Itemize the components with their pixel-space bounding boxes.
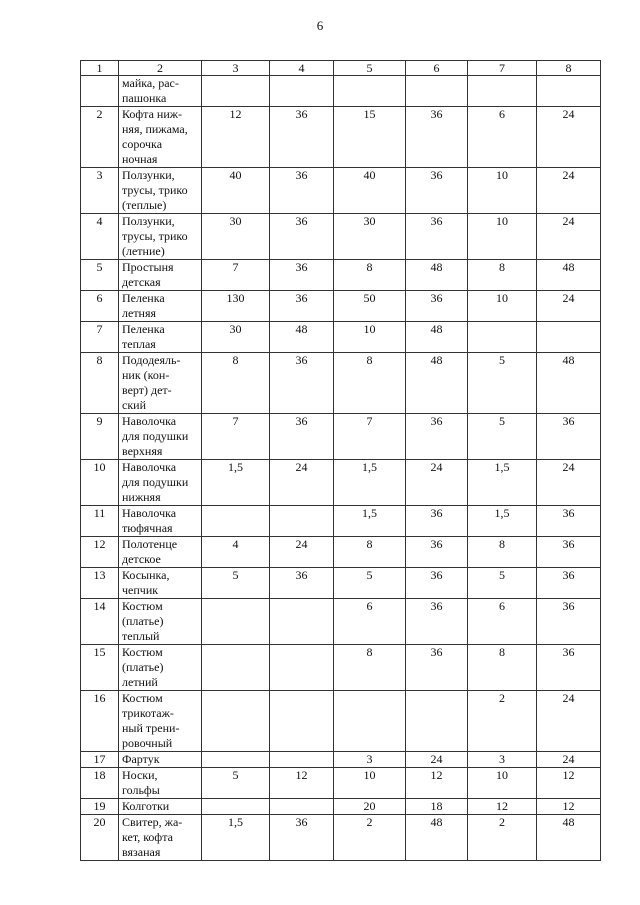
value-cell: 8 <box>334 353 406 414</box>
value-cell: 36 <box>406 107 468 168</box>
item-name: Наволочка тюфячная <box>119 506 202 537</box>
row-number: 6 <box>81 291 119 322</box>
value-cell: 30 <box>202 214 270 260</box>
item-name: Носки, гольфы <box>119 768 202 799</box>
value-cell <box>334 76 406 107</box>
table-row <box>81 691 601 752</box>
value-cell: 36 <box>270 815 334 861</box>
row-number: 20 <box>81 815 119 861</box>
value-cell: 10 <box>334 768 406 799</box>
item-name: Костюм трикотаж- ный трени- ровочный <box>119 691 202 752</box>
row-number: 8 <box>81 353 119 414</box>
value-cell: 36 <box>270 260 334 291</box>
row-number: 4 <box>81 214 119 260</box>
column-header: 6 <box>406 61 468 76</box>
row-number: 17 <box>81 752 119 768</box>
column-header: 2 <box>119 61 202 76</box>
row-number: 5 <box>81 260 119 291</box>
value-cell: 15 <box>334 107 406 168</box>
value-cell <box>202 752 270 768</box>
value-cell: 24 <box>537 291 601 322</box>
column-header: 7 <box>468 61 537 76</box>
row-number: 12 <box>81 537 119 568</box>
value-cell: 1,5 <box>202 815 270 861</box>
value-cell <box>270 76 334 107</box>
value-cell: 40 <box>202 168 270 214</box>
table-row <box>81 414 601 460</box>
column-header: 8 <box>537 61 601 76</box>
row-number: 16 <box>81 691 119 752</box>
value-cell: 7 <box>202 260 270 291</box>
value-cell: 1,5 <box>468 460 537 506</box>
item-name: Полотенце детское <box>119 537 202 568</box>
item-name: Пододеяль- ник (кон- верт) дет- ский <box>119 353 202 414</box>
value-cell: 36 <box>406 506 468 537</box>
value-cell: 8 <box>334 645 406 691</box>
table-row <box>81 799 601 815</box>
table-row <box>81 768 601 799</box>
value-cell: 36 <box>537 645 601 691</box>
value-cell: 36 <box>270 214 334 260</box>
value-cell <box>270 599 334 645</box>
row-number: 11 <box>81 506 119 537</box>
value-cell: 24 <box>406 460 468 506</box>
table-row <box>81 322 601 353</box>
value-cell <box>202 645 270 691</box>
item-name: Костюм (платье) летний <box>119 645 202 691</box>
value-cell: 36 <box>406 414 468 460</box>
value-cell <box>406 76 468 107</box>
row-number: 14 <box>81 599 119 645</box>
value-cell <box>270 645 334 691</box>
value-cell: 36 <box>406 291 468 322</box>
value-cell: 10 <box>334 322 406 353</box>
value-cell <box>270 752 334 768</box>
value-cell: 24 <box>406 752 468 768</box>
value-cell: 24 <box>537 168 601 214</box>
item-name: Пеленка летняя <box>119 291 202 322</box>
value-cell <box>270 506 334 537</box>
value-cell: 48 <box>537 353 601 414</box>
value-cell: 12 <box>537 799 601 815</box>
value-cell: 12 <box>202 107 270 168</box>
value-cell: 40 <box>334 168 406 214</box>
table-row <box>81 537 601 568</box>
value-cell: 7 <box>334 414 406 460</box>
value-cell: 2 <box>468 691 537 752</box>
item-name: Наволочка для подушки нижняя <box>119 460 202 506</box>
value-cell: 30 <box>202 322 270 353</box>
value-cell: 130 <box>202 291 270 322</box>
item-name: Фартук <box>119 752 202 768</box>
value-cell: 24 <box>537 214 601 260</box>
value-cell: 10 <box>468 768 537 799</box>
item-name: Кофта ниж- няя, пижама, сорочка ночная <box>119 107 202 168</box>
column-header: 5 <box>334 61 406 76</box>
value-cell: 6 <box>334 599 406 645</box>
value-cell <box>537 76 601 107</box>
value-cell: 20 <box>334 799 406 815</box>
value-cell: 5 <box>202 568 270 599</box>
value-cell: 36 <box>406 168 468 214</box>
value-cell: 24 <box>537 752 601 768</box>
value-cell: 2 <box>334 815 406 861</box>
row-number: 10 <box>81 460 119 506</box>
value-cell: 36 <box>406 214 468 260</box>
value-cell <box>202 506 270 537</box>
table-row <box>81 815 601 861</box>
page-number: 6 <box>316 18 324 33</box>
item-name: майка, рас- пашонка <box>119 76 202 107</box>
item-name: Ползунки, трусы, трико (теплые) <box>119 168 202 214</box>
table-row <box>81 599 601 645</box>
value-cell: 48 <box>537 815 601 861</box>
value-cell: 48 <box>537 260 601 291</box>
row-number: 19 <box>81 799 119 815</box>
value-cell <box>270 799 334 815</box>
value-cell <box>202 599 270 645</box>
value-cell: 6 <box>468 599 537 645</box>
row-number: 2 <box>81 107 119 168</box>
value-cell: 12 <box>468 799 537 815</box>
row-number: 7 <box>81 322 119 353</box>
value-cell: 48 <box>406 322 468 353</box>
item-name: Пеленка теплая <box>119 322 202 353</box>
row-number: 18 <box>81 768 119 799</box>
item-name: Наволочка для подушки верхняя <box>119 414 202 460</box>
value-cell: 36 <box>270 168 334 214</box>
value-cell: 10 <box>468 291 537 322</box>
value-cell: 48 <box>406 815 468 861</box>
value-cell: 10 <box>468 214 537 260</box>
value-cell: 36 <box>270 291 334 322</box>
value-cell: 36 <box>270 568 334 599</box>
table-row <box>81 76 601 107</box>
value-cell: 8 <box>468 645 537 691</box>
row-number: 15 <box>81 645 119 691</box>
value-cell: 36 <box>406 645 468 691</box>
value-cell: 36 <box>270 414 334 460</box>
value-cell: 8 <box>202 353 270 414</box>
value-cell: 24 <box>537 107 601 168</box>
value-cell: 48 <box>270 322 334 353</box>
value-cell: 50 <box>334 291 406 322</box>
value-cell <box>468 76 537 107</box>
row-number: 9 <box>81 414 119 460</box>
value-cell: 5 <box>468 353 537 414</box>
item-name: Колготки <box>119 799 202 815</box>
value-cell: 24 <box>537 691 601 752</box>
item-name: Косынка, чепчик <box>119 568 202 599</box>
value-cell: 48 <box>406 260 468 291</box>
value-cell: 3 <box>468 752 537 768</box>
table-row <box>81 353 601 414</box>
value-cell: 24 <box>537 460 601 506</box>
value-cell: 2 <box>468 815 537 861</box>
item-name: Костюм (платье) теплый <box>119 599 202 645</box>
value-cell: 24 <box>270 537 334 568</box>
table-row <box>81 291 601 322</box>
value-cell <box>537 322 601 353</box>
item-name: Простыня детская <box>119 260 202 291</box>
row-number <box>81 76 119 107</box>
value-cell: 36 <box>537 537 601 568</box>
table-header-row <box>81 61 601 76</box>
value-cell <box>406 691 468 752</box>
value-cell: 1,5 <box>202 460 270 506</box>
value-cell: 30 <box>334 214 406 260</box>
item-name: Ползунки, трусы, трико (летние) <box>119 214 202 260</box>
table-row <box>81 168 601 214</box>
value-cell: 36 <box>537 599 601 645</box>
norms-table <box>80 60 601 861</box>
value-cell: 36 <box>270 107 334 168</box>
table-row <box>81 506 601 537</box>
table-row <box>81 107 601 168</box>
value-cell <box>202 691 270 752</box>
value-cell: 12 <box>537 768 601 799</box>
value-cell: 7 <box>202 414 270 460</box>
row-number: 3 <box>81 168 119 214</box>
value-cell: 36 <box>537 568 601 599</box>
value-cell: 24 <box>270 460 334 506</box>
value-cell: 36 <box>537 414 601 460</box>
value-cell <box>468 322 537 353</box>
table-row <box>81 460 601 506</box>
table-row <box>81 568 601 599</box>
value-cell: 18 <box>406 799 468 815</box>
column-header: 4 <box>270 61 334 76</box>
value-cell: 4 <box>202 537 270 568</box>
value-cell: 36 <box>406 537 468 568</box>
value-cell: 12 <box>406 768 468 799</box>
row-number: 13 <box>81 568 119 599</box>
value-cell: 5 <box>202 768 270 799</box>
value-cell: 8 <box>468 537 537 568</box>
value-cell: 8 <box>334 260 406 291</box>
value-cell: 5 <box>334 568 406 599</box>
value-cell: 5 <box>468 414 537 460</box>
value-cell: 8 <box>334 537 406 568</box>
value-cell <box>334 691 406 752</box>
value-cell: 36 <box>270 353 334 414</box>
value-cell <box>270 691 334 752</box>
value-cell: 36 <box>537 506 601 537</box>
value-cell: 8 <box>468 260 537 291</box>
value-cell <box>202 76 270 107</box>
column-header: 1 <box>81 61 119 76</box>
value-cell: 6 <box>468 107 537 168</box>
value-cell: 48 <box>406 353 468 414</box>
table-row <box>81 260 601 291</box>
table-row <box>81 752 601 768</box>
value-cell: 10 <box>468 168 537 214</box>
table-row <box>81 645 601 691</box>
item-name: Свитер, жа- кет, кофта вязаная <box>119 815 202 861</box>
value-cell: 1,5 <box>334 460 406 506</box>
table-row <box>81 214 601 260</box>
value-cell: 1,5 <box>468 506 537 537</box>
column-header: 3 <box>202 61 270 76</box>
value-cell: 36 <box>406 599 468 645</box>
value-cell: 12 <box>270 768 334 799</box>
value-cell: 5 <box>468 568 537 599</box>
value-cell: 1,5 <box>334 506 406 537</box>
value-cell: 36 <box>406 568 468 599</box>
value-cell: 3 <box>334 752 406 768</box>
value-cell <box>202 799 270 815</box>
